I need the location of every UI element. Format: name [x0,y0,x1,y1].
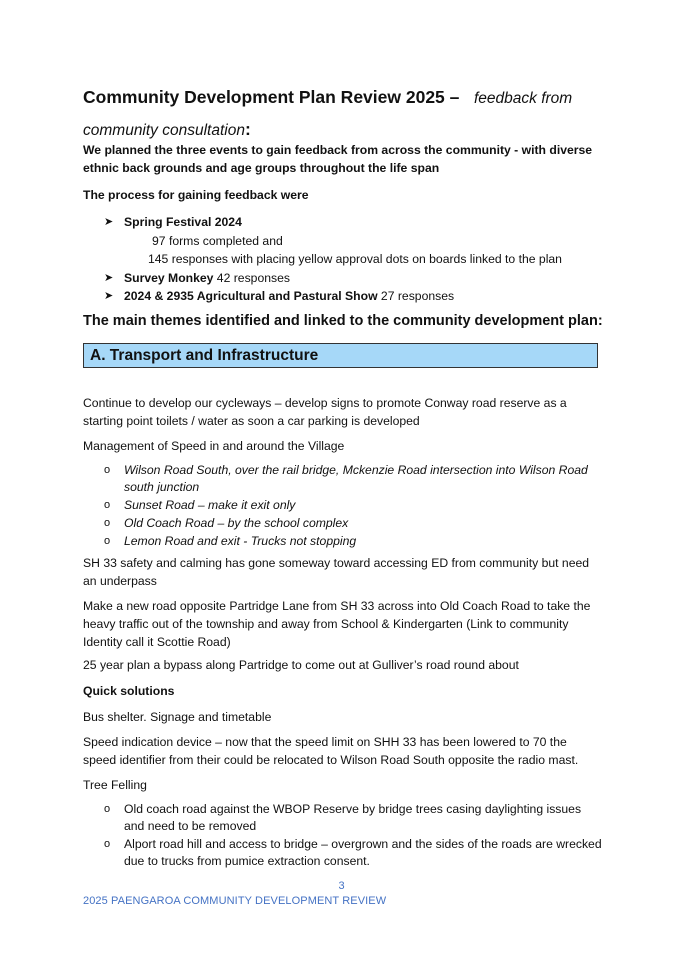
circle-bullet-icon: o [104,803,111,815]
title-italic: feedback from community consultation [83,90,573,139]
process-heading: The process for gaining feedback were [83,188,309,202]
cycleways-paragraph: Continue to develop our cycleways – develop signs to promote Conway road reserve as a starting point toilets / water as soon a car parking is developed [83,396,567,428]
arrow-bullet-icon: ➤ [104,271,114,284]
list-item: o Lemon Road and exit - Trucks not stopping [104,534,357,548]
show-count: 27 responses [377,289,455,303]
circle-bullet-icon: o [104,535,111,547]
themes-heading: The main themes identified and linked to the community development plan: [83,313,603,329]
tree-felling-paragraph: Tree Felling [83,778,147,792]
spring-label: Spring Festival 2024 [124,215,242,229]
list-item: o Wilson Road South, over the rail bridge, Mckenzie Road intersection into Wilson Road south junction [104,463,588,494]
circle-bullet-icon: o [104,517,111,529]
title-bold: Community Development Plan Review 2025 – [83,87,460,107]
process-item-spring [104,213,604,232]
speed-paragraph: Management of Speed in and around the Village [83,439,345,453]
process-list [104,213,604,306]
circle-bullet-icon: o [104,464,111,476]
quick-solutions-heading: Quick solutions [83,684,175,698]
survey-count: 42 responses [213,270,290,285]
tree-list [104,801,602,871]
title-colon: : [244,119,251,139]
spring-responses: 145 responses with placing yellow approval dots on boards linked to the plan [148,252,562,266]
list-item: o Alport road hill and access to bridge – overgrown and the sides of the roads are wrecked due to trucks from pumice extraction consent. [104,837,602,868]
list-item: o Old coach road against the WBOP Reserve by bridge trees casing daylighting issues and need to be removed [104,802,582,833]
circle-bullet-icon: o [104,499,111,511]
circle-bullet-icon: o [104,838,111,850]
new-road-paragraph: Make a new road opposite Partridge Lane from SH 33 across into Old Coach Road to take the heavy traffic out of the township and away from School & Kindergarten (Link to community Identity call it Scottie Road) [83,599,591,649]
arrow-bullet-icon: ➤ [104,216,114,228]
list-item: o Sunset Road – make it exit only [104,498,296,512]
page-number: 3 [338,880,345,892]
survey-label: Survey Monkey [124,270,214,285]
speed-list [104,462,602,551]
page-title [83,82,603,146]
bypass-paragraph: 25 year plan a bypass along Partridge to come out at Gulliver’s road round about [83,658,519,672]
speed-indication-paragraph: Speed indication device – now that the speed limit on SHH 33 has been lowered to 70 the speed identifier from their could be relocated to Wilson Road South opposite the radio mast. [83,735,579,767]
process-item-survey [104,269,604,288]
list-item: o Old Coach Road – by the school complex [104,516,349,530]
arrow-bullet-icon: ➤ [104,290,114,302]
spring-forms: 97 forms completed and [152,233,283,248]
show-label: 2024 & 2935 Agricultural and Pastural Show [124,289,378,303]
sh33-paragraph: SH 33 safety and calming has gone someway toward accessing ED from community but need an underpass [83,556,590,588]
process-item-show [104,287,604,306]
section-a-heading: A. Transport and Infrastructure [83,343,598,368]
intro-paragraph: We planned the three events to gain feedback from across the community - with diverse ethnic back grounds and age groups throughout the life span [83,143,593,175]
footer-text: 2025 PAENGAROA COMMUNITY DEVELOPMENT REVIEW [83,895,387,907]
bus-paragraph: Bus shelter. Signage and timetable [83,710,272,724]
